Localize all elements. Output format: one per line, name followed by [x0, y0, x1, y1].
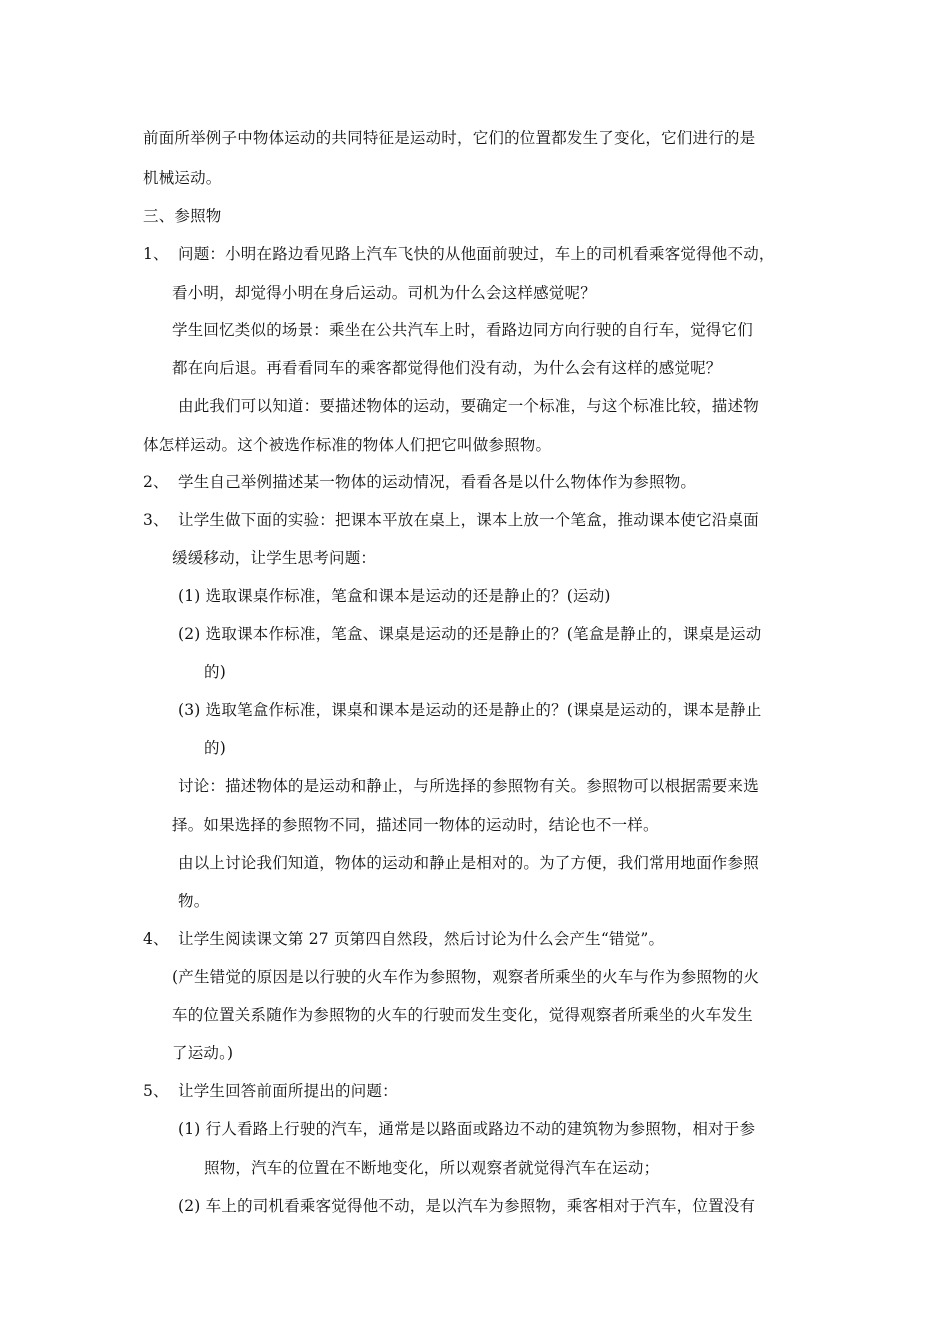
list-number: 3、 [143, 511, 169, 529]
paragraph-line: 体怎样运动。这个被选作标准的物体人们把它叫做参照物。 [143, 436, 552, 454]
sub-item: (2) 选取课本作标准，笔盒、课桌是运动的还是静止的？(笔盒是静止的，课桌是运动 [178, 625, 762, 643]
sub-item: (3) 选取笔盒作标准，课桌和课本是运动的还是静止的？(课桌是运动的，课本是静止 [178, 701, 762, 719]
section-heading: 三、参照物 [143, 207, 222, 225]
paragraph-line: 前面所举例子中物体运动的共同特征是运动时，它们的位置都发生了变化，它们进行的是 [143, 129, 756, 147]
paragraph-line: 了运动。) [172, 1044, 234, 1062]
paragraph-line: 都在向后退。再看看同车的乘客都觉得他们没有动，为什么会有这样的感觉呢？ [172, 359, 722, 377]
paragraph-line: (产生错觉的原因是以行驶的火车作为参照物，观察者所乘坐的火车与作为参照物的火 [172, 968, 760, 986]
list-number: 2、 [143, 473, 169, 491]
list-item-text: 缓缓移动，让学生思考问题： [172, 549, 377, 567]
paragraph-line: 讨论：描述物体的是运动和静止，与所选择的参照物有关。参照物可以根据需要来选 [178, 777, 759, 795]
paragraph-line: 择。如果选择的参照物不同，描述同一物体的运动时，结论也不一样。 [172, 816, 659, 834]
list-item-text: 问题：小明在路边看见路上汽车飞快的从他面前驶过，车上的司机看乘客觉得他不动， [178, 245, 775, 263]
list-item-text: 让学生阅读课文第 27 页第四自然段，然后讨论为什么会产生“错觉”。 [178, 930, 665, 948]
sub-item: 照物，汽车的位置在不断地变化，所以观察者就觉得汽车在运动； [204, 1159, 660, 1177]
sub-item: (1) 行人看路上行驶的汽车，通常是以路面或路边不动的建筑物为参照物，相对于参 [178, 1120, 756, 1138]
paragraph-line: 车的位置关系随作为参照物的火车的行驶而发生变化，觉得观察者所乘坐的火车发生 [172, 1006, 753, 1024]
paragraph-line: 机械运动。 [143, 169, 222, 187]
sub-item: 的) [204, 663, 226, 681]
paragraph-line: 由此我们可以知道：要描述物体的运动，要确定一个标准，与这个标准比较，描述物 [178, 397, 759, 415]
paragraph-line: 物。 [178, 892, 210, 910]
sub-item: (2) 车上的司机看乘客觉得他不动，是以汽车为参照物，乘客相对于汽车，位置没有 [178, 1197, 756, 1215]
list-number: 4、 [143, 930, 169, 948]
paragraph-line: 由以上讨论我们知道，物体的运动和静止是相对的。为了方便，我们常用地面作参照 [178, 854, 759, 872]
sub-item: (1) 选取课桌作标准，笔盒和课本是运动的还是静止的？(运动) [178, 587, 611, 605]
list-item-text: 让学生做下面的实验：把课本平放在桌上，课本上放一个笔盒，推动课本使它沿桌面 [178, 511, 759, 529]
list-number: 5、 [143, 1082, 169, 1100]
list-item-text: 看小明，却觉得小明在身后运动。司机为什么会这样感觉呢？ [172, 284, 596, 302]
list-number: 1、 [143, 245, 169, 263]
sub-item: 的) [204, 739, 226, 757]
list-item-text: 学生自己举例描述某一物体的运动情况，看看各是以什么物体作为参照物。 [178, 473, 697, 491]
paragraph-line: 学生回忆类似的场景：乘坐在公共汽车上时，看路边同方向行驶的自行车，觉得它们 [172, 321, 753, 339]
list-item-text: 让学生回答前面所提出的问题： [178, 1082, 398, 1100]
